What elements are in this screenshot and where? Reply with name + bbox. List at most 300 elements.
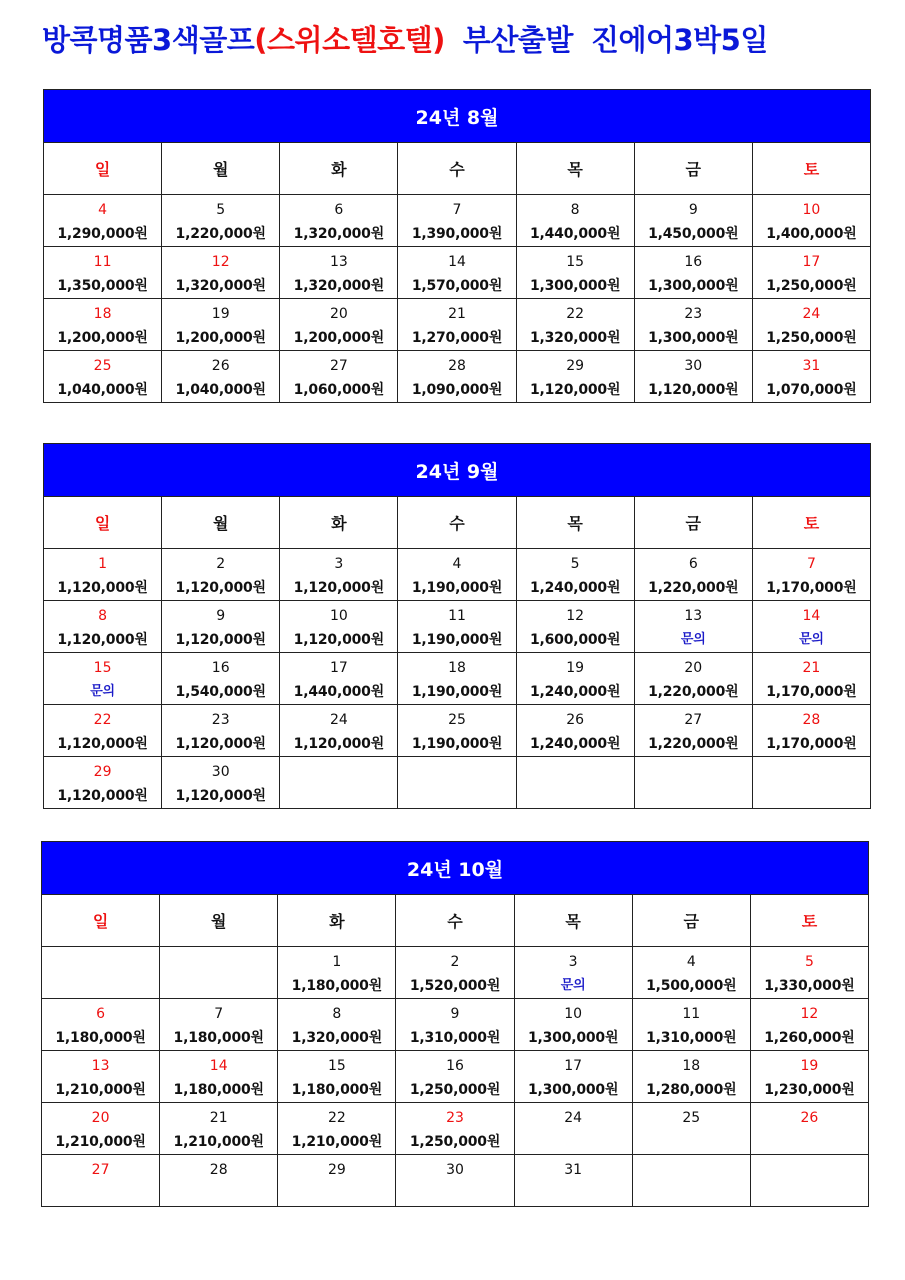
tour-price: 1,300,000원 xyxy=(648,278,739,294)
day-number: 18 xyxy=(93,306,112,322)
weekday-header: 토 xyxy=(750,895,868,947)
tour-price: 1,190,000원 xyxy=(411,736,503,752)
tour-price: 1,250,000원 xyxy=(409,1082,501,1098)
tour-price: 1,200,000원 xyxy=(57,330,148,346)
calendar-day-cell xyxy=(278,999,396,1051)
calendar-day-cell xyxy=(162,195,280,247)
tour-price: 1,180,000원 xyxy=(55,1030,146,1046)
day-number: 8 xyxy=(570,202,580,218)
calendar-day-cell xyxy=(160,947,278,999)
day-number: 23 xyxy=(684,306,703,322)
inquiry-label: 문의 xyxy=(560,978,586,993)
calendar-day-cell xyxy=(280,705,398,757)
day-number: 2 xyxy=(450,954,460,970)
calendar-day-cell xyxy=(44,601,162,653)
calendar-day-cell xyxy=(514,1051,632,1103)
calendar-october xyxy=(41,841,869,1207)
day-number: 31 xyxy=(802,358,821,374)
calendar-day-cell xyxy=(398,195,516,247)
title-product: 방콕명품3색골프 xyxy=(42,23,255,57)
calendar-day-cell xyxy=(632,1103,750,1155)
calendar-day-cell xyxy=(752,549,870,601)
calendar-day-cell xyxy=(750,1103,868,1155)
day-number: 30 xyxy=(211,764,230,780)
tour-price: 1,310,000원 xyxy=(646,1030,737,1046)
inquiry-label: 문의 xyxy=(680,632,706,647)
day-number: 23 xyxy=(446,1110,464,1126)
calendar-day-cell xyxy=(42,1051,160,1103)
calendar-day-cell xyxy=(162,757,280,809)
calendar-day-cell xyxy=(396,1103,514,1155)
day-number: 30 xyxy=(446,1162,464,1178)
day-number: 9 xyxy=(216,608,226,624)
day-number: 9 xyxy=(450,1006,460,1022)
weekday-header: 수 xyxy=(398,143,516,195)
day-number: 24 xyxy=(329,712,348,728)
tour-price: 1,170,000원 xyxy=(766,736,857,752)
weekday-header: 화 xyxy=(278,895,396,947)
tour-price: 1,120,000원 xyxy=(175,736,266,752)
tour-price: 1,440,000원 xyxy=(529,226,621,242)
month-header: 24년 8월 xyxy=(44,90,871,143)
day-number: 15 xyxy=(327,1058,346,1074)
calendar-day-cell xyxy=(396,999,514,1051)
calendar-day-cell xyxy=(516,299,634,351)
calendar-day-cell xyxy=(750,1155,868,1207)
day-number: 17 xyxy=(802,254,821,270)
day-number: 15 xyxy=(93,660,112,676)
day-number: 16 xyxy=(446,1058,464,1074)
calendar-day-cell xyxy=(752,195,870,247)
day-number: 28 xyxy=(209,1162,228,1178)
calendar-day-cell xyxy=(280,351,398,403)
tour-price: 1,250,000원 xyxy=(409,1134,501,1150)
weekday-header: 월 xyxy=(160,895,278,947)
tour-price: 1,180,000원 xyxy=(291,1082,383,1098)
calendar-day-cell xyxy=(44,549,162,601)
tour-price: 1,120,000원 xyxy=(175,580,266,596)
day-number: 29 xyxy=(93,764,112,780)
day-number: 20 xyxy=(91,1110,110,1126)
day-number: 26 xyxy=(211,358,230,374)
calendar-day-cell xyxy=(516,195,634,247)
day-number: 18 xyxy=(448,660,466,676)
weekday-header: 일 xyxy=(44,143,162,195)
tour-price: 1,070,000원 xyxy=(766,382,857,398)
calendar-day-cell xyxy=(398,549,516,601)
tour-price: 1,320,000원 xyxy=(175,278,266,294)
title-airline-duration: 진에어3박5일 xyxy=(590,23,768,57)
tour-price: 1,390,000원 xyxy=(411,226,503,242)
day-number: 22 xyxy=(566,306,585,322)
tour-price: 1,540,000원 xyxy=(175,684,266,700)
calendar-day-cell xyxy=(278,1051,396,1103)
tour-price: 1,090,000원 xyxy=(411,382,503,398)
tour-price: 1,120,000원 xyxy=(57,580,148,596)
calendar-day-cell xyxy=(44,705,162,757)
calendar-day-cell xyxy=(634,653,752,705)
day-number: 27 xyxy=(91,1162,110,1178)
tour-price: 1,220,000원 xyxy=(175,226,266,242)
day-number: 16 xyxy=(211,660,230,676)
calendar-day-cell xyxy=(398,299,516,351)
day-number: 24 xyxy=(802,306,821,322)
tour-price: 1,120,000원 xyxy=(293,580,385,596)
calendar-day-cell xyxy=(634,601,752,653)
day-number: 12 xyxy=(800,1006,819,1022)
day-number: 21 xyxy=(448,306,466,322)
calendar-day-cell xyxy=(42,1103,160,1155)
calendar-day-cell xyxy=(398,757,516,809)
calendar-day-cell xyxy=(752,247,870,299)
calendar-day-cell xyxy=(634,705,752,757)
calendar-day-cell xyxy=(396,1155,514,1207)
calendar-day-cell xyxy=(634,757,752,809)
tour-price: 1,320,000원 xyxy=(291,1030,383,1046)
tour-price: 1,210,000원 xyxy=(173,1134,264,1150)
calendar-day-cell xyxy=(398,601,516,653)
day-number: 27 xyxy=(329,358,348,374)
weekday-header: 토 xyxy=(752,497,870,549)
calendar-day-cell xyxy=(280,195,398,247)
day-number: 7 xyxy=(452,202,462,218)
weekday-header: 일 xyxy=(42,895,160,947)
tour-price: 1,120,000원 xyxy=(57,736,148,752)
weekday-header: 금 xyxy=(634,497,752,549)
calendar-day-cell xyxy=(42,947,160,999)
calendar-day-cell xyxy=(280,757,398,809)
day-number: 20 xyxy=(684,660,703,676)
calendar-day-cell xyxy=(632,947,750,999)
day-number: 6 xyxy=(688,556,698,572)
calendar-day-cell xyxy=(278,947,396,999)
calendar-day-cell xyxy=(752,601,870,653)
day-number: 31 xyxy=(564,1162,583,1178)
calendar-day-cell xyxy=(160,1051,278,1103)
calendar-day-cell xyxy=(750,947,868,999)
calendar-day-cell xyxy=(280,653,398,705)
day-number: 4 xyxy=(452,556,462,572)
title-hotel: (스위소텔호텔) xyxy=(254,23,445,57)
day-number: 3 xyxy=(334,556,344,572)
calendar-day-cell xyxy=(514,947,632,999)
calendar-day-cell xyxy=(634,299,752,351)
tour-price: 1,180,000원 xyxy=(291,978,383,994)
weekday-header: 수 xyxy=(398,497,516,549)
month-header: 24년 9월 xyxy=(44,444,871,497)
calendar-september xyxy=(43,443,871,809)
tour-price: 1,120,000원 xyxy=(293,736,385,752)
day-number: 8 xyxy=(332,1006,342,1022)
day-number: 2 xyxy=(216,556,226,572)
calendar-day-cell xyxy=(278,1155,396,1207)
day-number: 17 xyxy=(329,660,348,676)
day-number: 14 xyxy=(448,254,466,270)
tour-price: 1,120,000원 xyxy=(175,632,266,648)
calendar-day-cell xyxy=(280,549,398,601)
calendar-day-cell xyxy=(516,757,634,809)
calendar-day-cell xyxy=(752,351,870,403)
calendar-day-cell xyxy=(162,549,280,601)
day-number: 25 xyxy=(448,712,466,728)
tour-price: 1,200,000원 xyxy=(175,330,266,346)
calendar-day-cell xyxy=(162,653,280,705)
calendar-day-cell xyxy=(632,1155,750,1207)
day-number: 16 xyxy=(684,254,703,270)
calendar-day-cell xyxy=(44,299,162,351)
tour-price: 1,220,000원 xyxy=(648,580,739,596)
day-number: 22 xyxy=(327,1110,346,1126)
day-number: 10 xyxy=(564,1006,583,1022)
calendar-day-cell xyxy=(752,757,870,809)
calendar-day-cell xyxy=(44,247,162,299)
tour-price: 1,320,000원 xyxy=(529,330,621,346)
tour-price: 1,280,000원 xyxy=(646,1082,737,1098)
tour-price: 1,250,000원 xyxy=(766,278,857,294)
day-number: 11 xyxy=(93,254,112,270)
tour-price: 1,400,000원 xyxy=(766,226,857,242)
day-number: 21 xyxy=(802,660,821,676)
day-number: 29 xyxy=(566,358,585,374)
tour-price: 1,310,000원 xyxy=(409,1030,501,1046)
tour-price: 1,180,000원 xyxy=(173,1030,264,1046)
tour-price: 1,190,000원 xyxy=(411,580,503,596)
tour-price: 1,300,000원 xyxy=(527,1082,619,1098)
day-number: 13 xyxy=(329,254,348,270)
calendar-day-cell xyxy=(752,705,870,757)
tour-price: 1,440,000원 xyxy=(293,684,385,700)
inquiry-label: 문의 xyxy=(90,684,115,699)
tour-price: 1,250,000원 xyxy=(766,330,857,346)
weekday-header: 월 xyxy=(162,497,280,549)
day-number: 19 xyxy=(800,1058,819,1074)
day-number: 10 xyxy=(329,608,348,624)
tour-price: 1,120,000원 xyxy=(175,788,266,804)
tour-price: 1,320,000원 xyxy=(293,226,385,242)
calendar-day-cell xyxy=(44,195,162,247)
day-number: 14 xyxy=(209,1058,228,1074)
weekday-header: 토 xyxy=(752,143,870,195)
tour-price: 1,270,000원 xyxy=(411,330,503,346)
day-number: 7 xyxy=(806,556,816,572)
calendar-day-cell xyxy=(398,247,516,299)
weekday-header: 수 xyxy=(396,895,514,947)
tour-price: 1,220,000원 xyxy=(648,684,739,700)
day-number: 27 xyxy=(684,712,703,728)
calendar-day-cell xyxy=(396,1051,514,1103)
day-number: 1 xyxy=(332,954,342,970)
calendar-day-cell xyxy=(396,947,514,999)
day-number: 7 xyxy=(214,1006,224,1022)
tour-price: 1,170,000원 xyxy=(766,684,857,700)
calendar-day-cell xyxy=(516,247,634,299)
weekday-header: 월 xyxy=(162,143,280,195)
day-number: 13 xyxy=(684,608,703,624)
calendar-day-cell xyxy=(632,1051,750,1103)
calendar-day-cell xyxy=(398,705,516,757)
calendar-day-cell xyxy=(162,299,280,351)
tour-price: 1,120,000원 xyxy=(648,382,739,398)
tour-price: 1,500,000원 xyxy=(646,978,737,994)
tour-price: 1,570,000원 xyxy=(411,278,503,294)
calendar-day-cell xyxy=(44,653,162,705)
day-number: 5 xyxy=(570,556,580,572)
calendar-day-cell xyxy=(632,999,750,1051)
day-number: 26 xyxy=(800,1110,819,1126)
calendar-day-cell xyxy=(750,1051,868,1103)
tour-price: 1,210,000원 xyxy=(55,1082,146,1098)
tour-price: 1,300,000원 xyxy=(648,330,739,346)
calendar-day-cell xyxy=(516,549,634,601)
day-number: 29 xyxy=(327,1162,346,1178)
tour-price: 1,300,000원 xyxy=(529,278,621,294)
weekday-header: 목 xyxy=(514,895,632,947)
tour-price: 1,240,000원 xyxy=(529,580,621,596)
day-number: 30 xyxy=(684,358,703,374)
day-number: 19 xyxy=(566,660,585,676)
tour-price: 1,210,000원 xyxy=(291,1134,383,1150)
calendar-day-cell xyxy=(162,705,280,757)
day-number: 26 xyxy=(566,712,585,728)
calendar-day-cell xyxy=(42,1155,160,1207)
calendar-day-cell xyxy=(44,351,162,403)
tour-price: 1,180,000원 xyxy=(173,1082,264,1098)
tour-price: 1,450,000원 xyxy=(648,226,739,242)
day-number: 25 xyxy=(682,1110,701,1126)
calendar-day-cell xyxy=(398,351,516,403)
calendar-day-cell xyxy=(514,1103,632,1155)
tour-price: 1,120,000원 xyxy=(57,632,148,648)
calendar-day-cell xyxy=(516,705,634,757)
day-number: 10 xyxy=(802,202,821,218)
title-departure: 부산출발 xyxy=(462,23,573,57)
day-number: 4 xyxy=(686,954,696,970)
day-number: 19 xyxy=(211,306,230,322)
tour-price: 1,290,000원 xyxy=(57,226,148,242)
day-number: 13 xyxy=(91,1058,110,1074)
day-number: 12 xyxy=(566,608,585,624)
calendar-day-cell xyxy=(280,247,398,299)
day-number: 8 xyxy=(98,608,108,624)
calendar-day-cell xyxy=(752,299,870,351)
tour-price: 1,220,000원 xyxy=(648,736,739,752)
tour-price: 1,240,000원 xyxy=(529,736,621,752)
weekday-header: 목 xyxy=(516,143,634,195)
tour-price: 1,120,000원 xyxy=(293,632,385,648)
day-number: 5 xyxy=(804,954,814,970)
tour-price: 1,060,000원 xyxy=(293,382,385,398)
inquiry-label: 문의 xyxy=(799,632,824,647)
day-number: 11 xyxy=(682,1006,701,1022)
calendar-day-cell xyxy=(160,1155,278,1207)
day-number: 22 xyxy=(93,712,112,728)
tour-price: 1,600,000원 xyxy=(529,632,621,648)
tour-price: 1,120,000원 xyxy=(57,788,148,804)
day-number: 14 xyxy=(802,608,821,624)
calendar-day-cell xyxy=(398,653,516,705)
tour-price: 1,350,000원 xyxy=(57,278,148,294)
day-number: 17 xyxy=(564,1058,583,1074)
tour-price: 1,330,000원 xyxy=(764,978,855,994)
calendar-day-cell xyxy=(162,601,280,653)
calendar-day-cell xyxy=(516,601,634,653)
day-number: 28 xyxy=(802,712,821,728)
calendar-day-cell xyxy=(162,247,280,299)
tour-price: 1,200,000원 xyxy=(293,330,385,346)
day-number: 5 xyxy=(216,202,226,218)
calendar-day-cell xyxy=(160,999,278,1051)
day-number: 6 xyxy=(334,202,344,218)
calendar-day-cell xyxy=(162,351,280,403)
day-number: 11 xyxy=(448,608,466,624)
day-number: 3 xyxy=(568,954,578,970)
weekday-header: 금 xyxy=(632,895,750,947)
calendar-day-cell xyxy=(516,351,634,403)
day-number: 12 xyxy=(211,254,230,270)
day-number: 9 xyxy=(688,202,698,218)
tour-price: 1,320,000원 xyxy=(293,278,385,294)
tour-price: 1,240,000원 xyxy=(529,684,621,700)
tour-price: 1,260,000원 xyxy=(764,1030,855,1046)
weekday-header: 화 xyxy=(280,497,398,549)
calendar-day-cell xyxy=(750,999,868,1051)
day-number: 28 xyxy=(448,358,466,374)
day-number: 6 xyxy=(96,1006,106,1022)
calendar-day-cell xyxy=(42,999,160,1051)
tour-price: 1,170,000원 xyxy=(766,580,857,596)
tour-price: 1,230,000원 xyxy=(764,1082,855,1098)
tour-price: 1,120,000원 xyxy=(529,382,621,398)
calendar-august xyxy=(43,89,871,403)
calendar-day-cell xyxy=(280,601,398,653)
month-header: 24년 10월 xyxy=(42,842,869,895)
calendar-day-cell xyxy=(278,1103,396,1155)
tour-price: 1,190,000원 xyxy=(411,632,503,648)
weekday-header: 화 xyxy=(280,143,398,195)
calendar-day-cell xyxy=(634,247,752,299)
weekday-header: 금 xyxy=(634,143,752,195)
tour-price: 1,520,000원 xyxy=(409,978,501,994)
calendar-day-cell xyxy=(634,549,752,601)
calendar-day-cell xyxy=(514,1155,632,1207)
calendar-day-cell xyxy=(514,999,632,1051)
weekday-header: 일 xyxy=(44,497,162,549)
calendar-day-cell xyxy=(752,653,870,705)
day-number: 24 xyxy=(564,1110,583,1126)
page-title xyxy=(42,20,768,60)
calendar-day-cell xyxy=(516,653,634,705)
calendar-day-cell xyxy=(160,1103,278,1155)
day-number: 18 xyxy=(682,1058,701,1074)
calendar-day-cell xyxy=(44,757,162,809)
tour-price: 1,040,000원 xyxy=(175,382,266,398)
day-number: 25 xyxy=(93,358,112,374)
tour-price: 1,190,000원 xyxy=(411,684,503,700)
day-number: 1 xyxy=(98,556,108,572)
day-number: 15 xyxy=(566,254,585,270)
weekday-header: 목 xyxy=(516,497,634,549)
day-number: 21 xyxy=(209,1110,228,1126)
tour-price: 1,210,000원 xyxy=(55,1134,146,1150)
day-number: 4 xyxy=(98,202,108,218)
calendar-day-cell xyxy=(634,195,752,247)
tour-price: 1,300,000원 xyxy=(527,1030,619,1046)
day-number: 20 xyxy=(329,306,348,322)
day-number: 23 xyxy=(211,712,230,728)
calendar-day-cell xyxy=(280,299,398,351)
tour-price: 1,040,000원 xyxy=(57,382,148,398)
calendar-day-cell xyxy=(634,351,752,403)
